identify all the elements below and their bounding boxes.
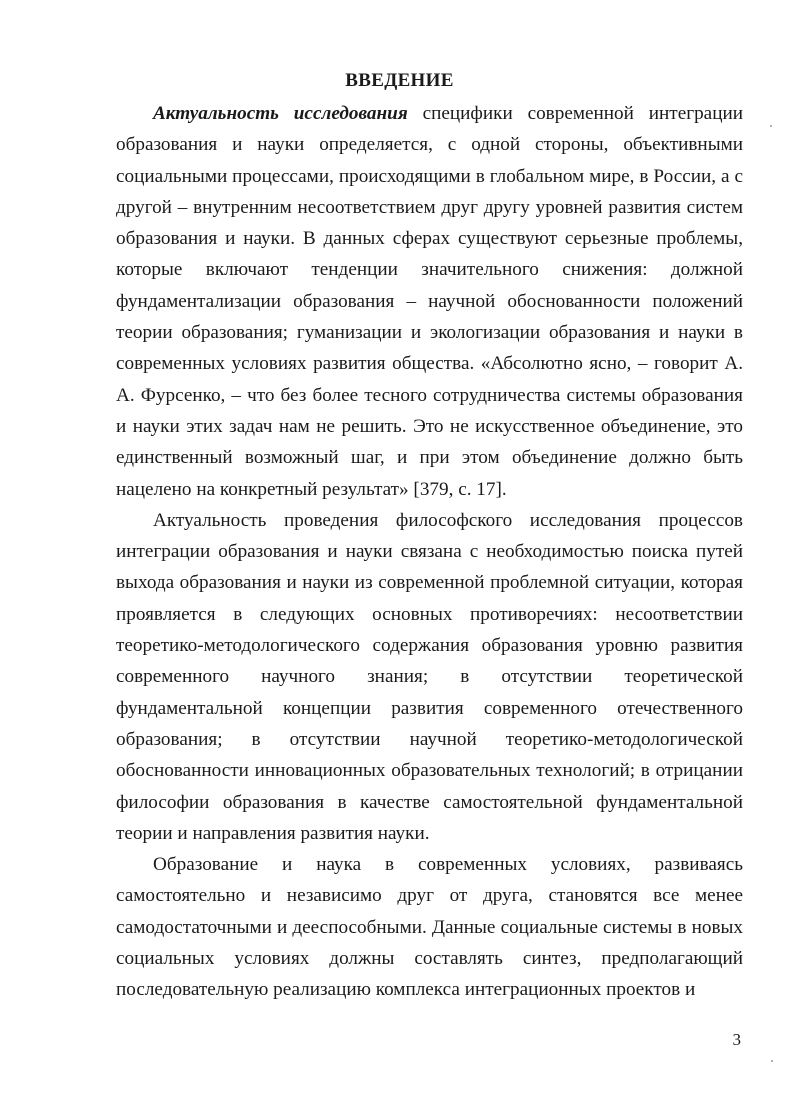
paragraph-2 — [116, 505, 743, 849]
paragraph-3 — [116, 849, 743, 1005]
paragraph-lead: Актуальность исследования — [153, 103, 408, 124]
paragraph-text: специфики современной интеграции образования и науки определяется, с одной стороны, объективными социальными процессами, происходящими в глобальном мире, в России, а с другой – внутренним несоответствием друг другу уровней развития систем образования и науки. В данных сферах существуют серьезные проблемы, которые включают тенденции значительного снижения: должной фундаментализации образования – научной обоснованности положений теории образования; гуманизации и экологизации образования и науки в современных условиях развития общества. «Абсолютно ясно, – говорит А. А. Фурсенко, – что без более тесного сотрудничества системы образования и науки этих задач нам не решить. Это не искусственное объединение, это единственный возможный шаг, и при этом объединение должно быть нацелено на конкретный результат» [379, с. 17]. — [116, 103, 743, 500]
page-title: ВВЕДЕНИЕ — [345, 70, 454, 91]
page-number: 3 — [732, 1030, 741, 1049]
scan-speck — [770, 125, 772, 127]
scan-speck — [771, 1060, 773, 1062]
paragraph-1 — [116, 98, 743, 505]
paragraph-text: Актуальность проведения философского исследования процессов интеграции образования и науки связана с необходимостью поиска путей выхода образования и науки из современной проблемной ситуации, которая проявляется в следующих основных противоречиях: несоответствии теоретико-методологического содержания образования уровню развития современного научного знания; в отсутствии теоретической фундаментальной концепции развития современного отечественного образования; в отсутствии научной теоретико-методологической обоснованности инновационных образовательных технологий; в отрицании философии образования в качестве самостоятельной фундаментальной теории и направления развития науки. — [116, 509, 743, 844]
document-body — [116, 98, 743, 1006]
paragraph-text: Образование и наука в современных условиях, развиваясь самостоятельно и независимо друг от друга, становятся все менее самодостаточными и дееспособными. Данные социальные системы в новых социальных условиях должны составлять синтез, предполагающий последовательную реализацию комплекса интеграционных проектов и — [116, 854, 743, 1001]
